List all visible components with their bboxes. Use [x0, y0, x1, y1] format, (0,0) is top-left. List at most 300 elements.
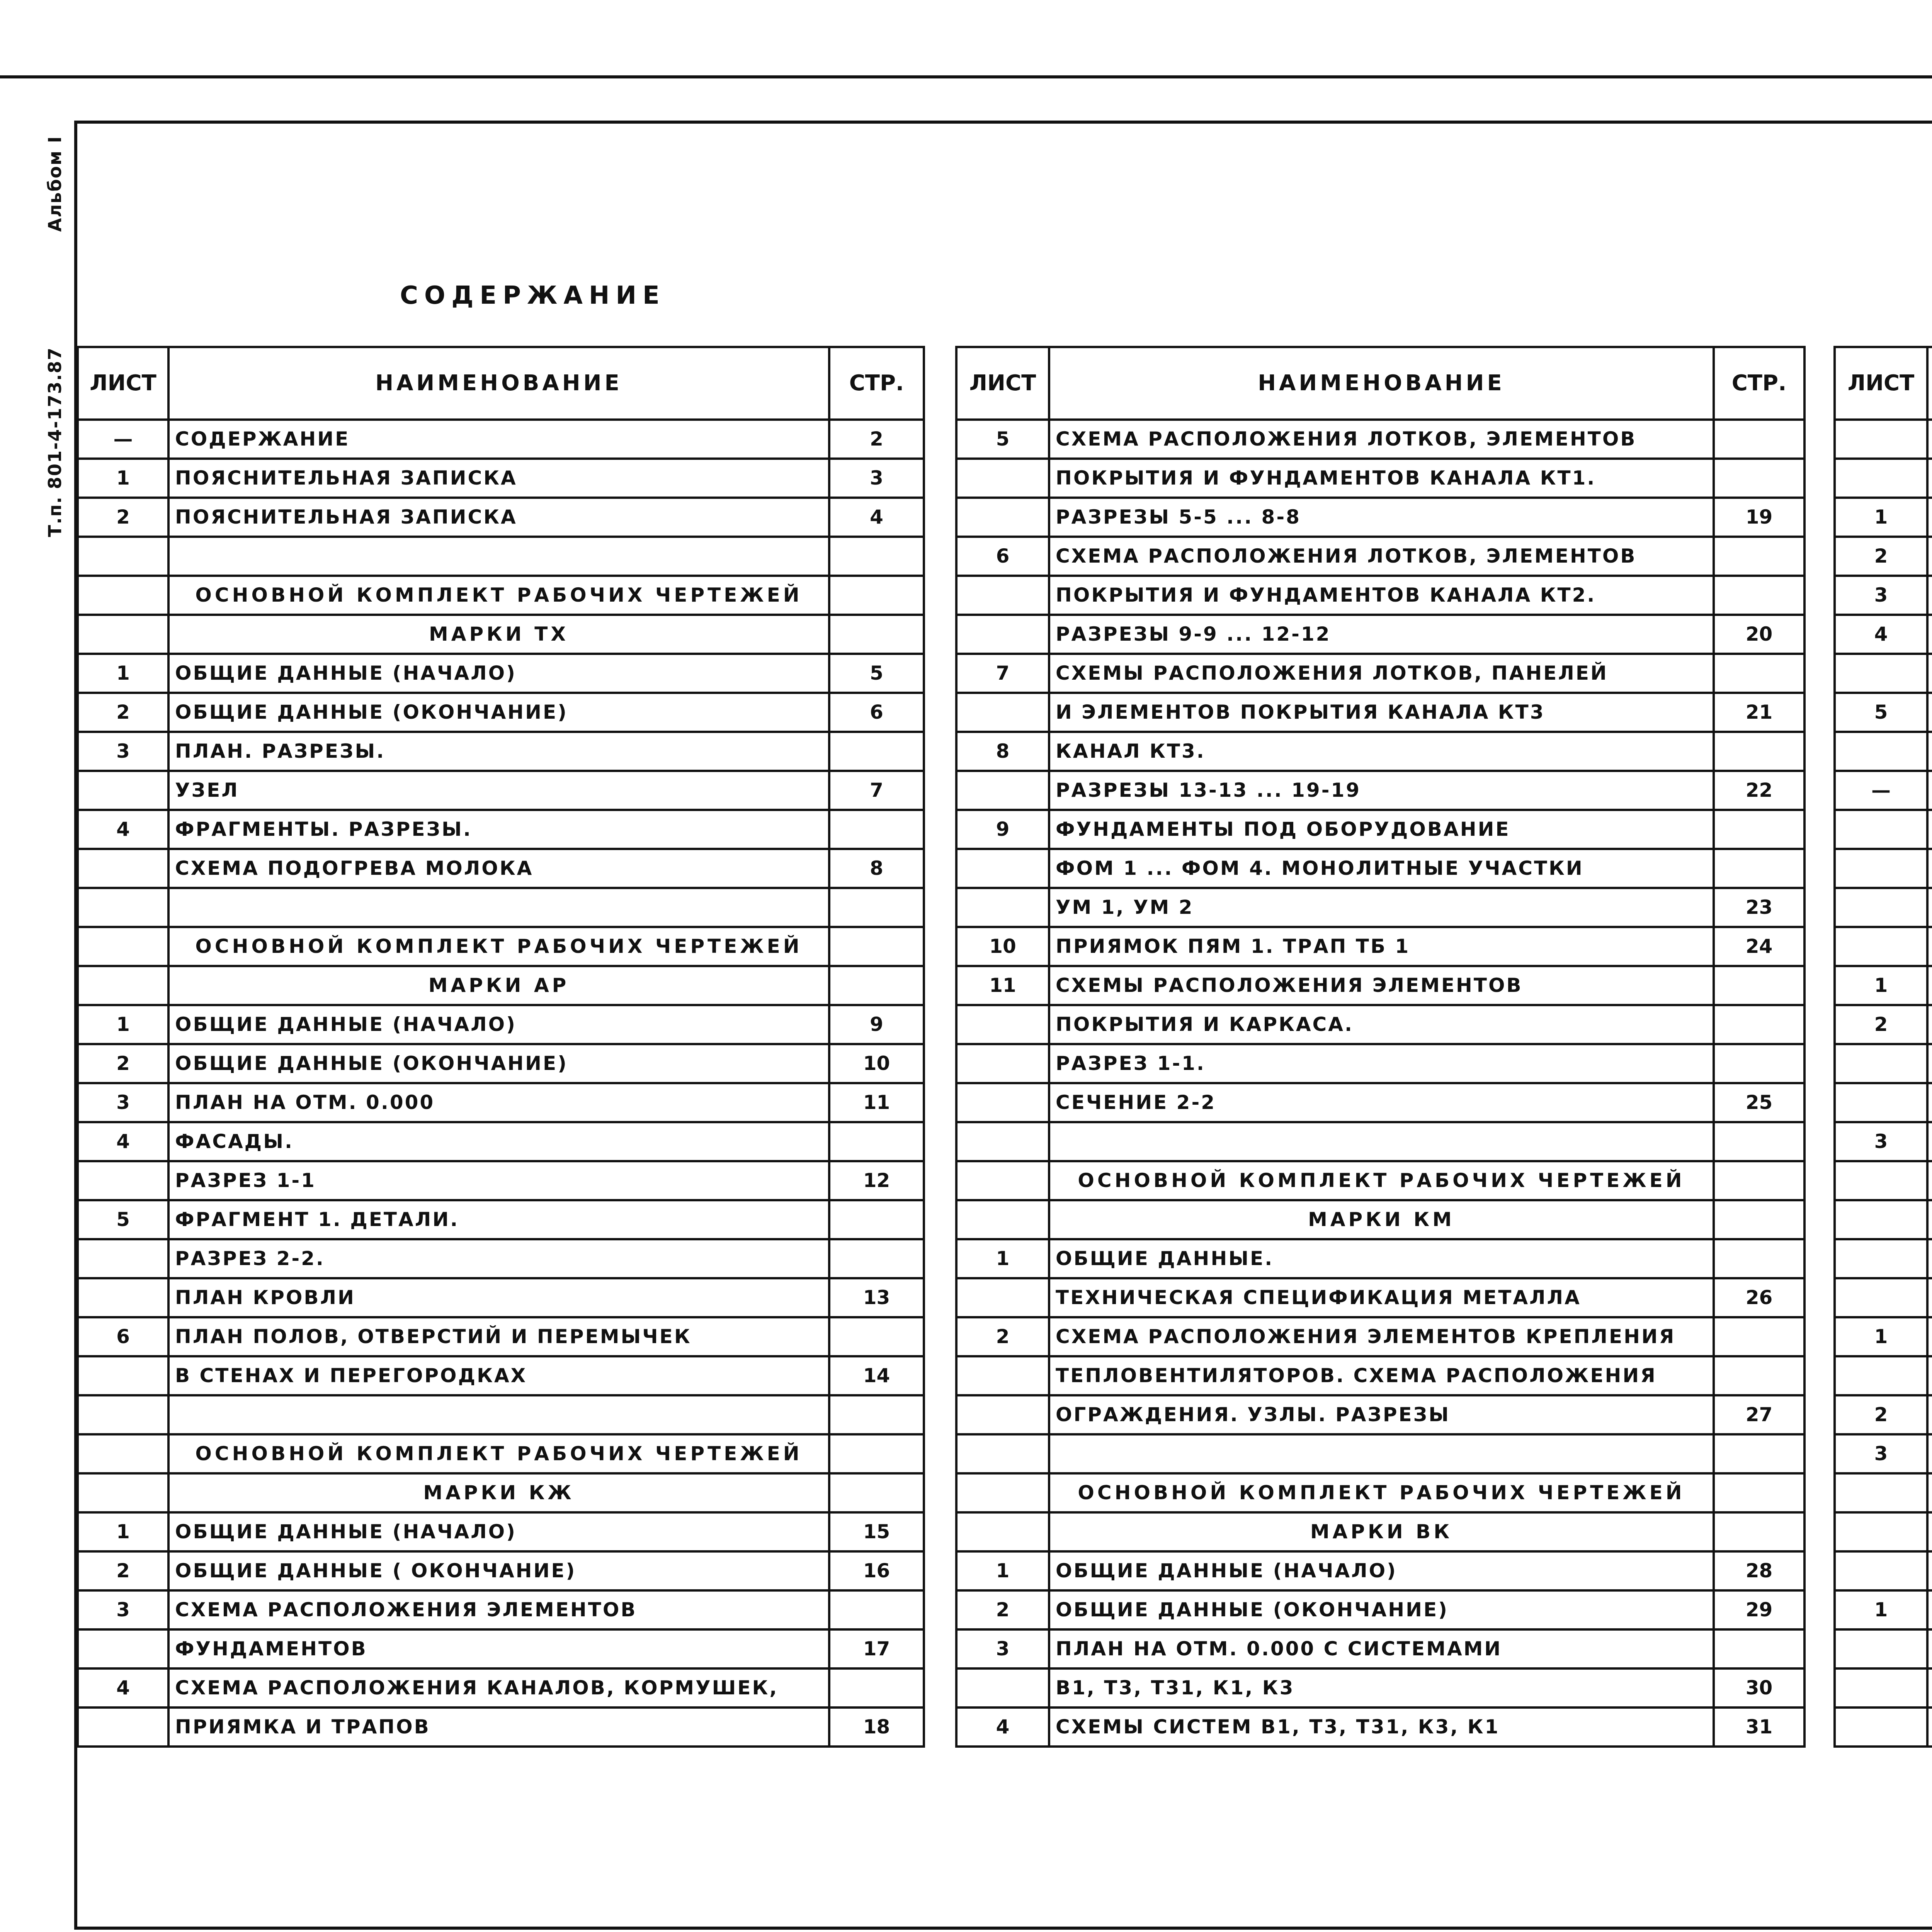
- page-number-cell: 11: [829, 1083, 924, 1122]
- name-cell: ОБЩИЕ ДАННЫЕ (ОКОНЧАНИЕ): [168, 693, 829, 732]
- table-row: [1835, 1200, 1932, 1239]
- page-number-cell: [829, 1473, 924, 1512]
- section-title-cell: МАРКИ АР: [168, 966, 829, 1005]
- sheet-number-cell: [78, 1629, 168, 1668]
- sheet-number-cell: 4: [78, 1668, 168, 1708]
- sheet-number-cell: [78, 1161, 168, 1200]
- name-cell: [1927, 1434, 1932, 1473]
- sheet-number-cell: 4: [78, 810, 168, 849]
- name-cell: ФАСАДЫ.: [168, 1122, 829, 1161]
- sheet-number-cell: [1835, 1161, 1927, 1200]
- section-title-cell: [1927, 927, 1932, 966]
- sheet-number-cell: [78, 1278, 168, 1317]
- section-title-cell: [1927, 420, 1932, 459]
- page-number-cell: 27: [1714, 1395, 1804, 1434]
- sheet-number-cell: [956, 1473, 1049, 1512]
- section-heading-row: [1835, 1278, 1932, 1317]
- name-cell: СХЕМЫ РАСПОЛОЖЕНИЯ ЭЛЕМЕНТОВ: [1049, 966, 1714, 1005]
- sheet-number-cell: [956, 1083, 1049, 1122]
- section-heading-row: [956, 1200, 1804, 1239]
- sheet-number-cell: 1: [956, 1239, 1049, 1278]
- name-cell: ТЕХНИЧЕСКАЯ СПЕЦИФИКАЦИЯ МЕТАЛЛА: [1049, 1278, 1714, 1317]
- sheet-number-cell: [1835, 849, 1927, 888]
- table-row: [1835, 1434, 1932, 1473]
- sheet-number-cell: 8: [956, 732, 1049, 771]
- section-heading-row: [78, 927, 924, 966]
- name-cell: ПЛАН НА ОТМ. 0.000 С СИСТЕМАМИ: [1049, 1629, 1714, 1668]
- sheet-number-cell: 3: [1835, 576, 1927, 615]
- table-row: [1835, 498, 1932, 537]
- sheet-number-cell: [956, 459, 1049, 498]
- sheet-number-cell: 3: [1835, 1122, 1927, 1161]
- sheet-number-cell: [956, 1356, 1049, 1395]
- name-cell: ФРАГМЕНТЫ. РАЗРЕЗЫ.: [168, 810, 829, 849]
- sheet-number-cell: [956, 1005, 1049, 1044]
- contents-table-middle: [955, 346, 1806, 1748]
- top-border-line: [0, 75, 1932, 78]
- sheet-number-cell: [78, 966, 168, 1005]
- page-number-cell: [1714, 732, 1804, 771]
- name-cell: РАЗРЕЗ 2-2.: [168, 1239, 829, 1278]
- page-number-cell: [1714, 1200, 1804, 1239]
- table-row: [78, 1629, 924, 1668]
- name-cell: [1927, 771, 1932, 810]
- page-number-cell: [829, 732, 924, 771]
- name-cell: ПОКРЫТИЯ И ФУНДАМЕНТОВ КАНАЛА КТ1.: [1049, 459, 1714, 498]
- table-row: [956, 1395, 1804, 1434]
- table-row: [956, 420, 1804, 459]
- page-number-cell: [829, 927, 924, 966]
- sheet-number-cell: [1835, 732, 1927, 771]
- table-row: [1835, 732, 1932, 771]
- name-cell: СХЕМЫ СИСТЕМ В1, Т3, Т31, К3, К1: [1049, 1708, 1714, 1747]
- name-cell: ПРИЯМОК ПЯМ 1. ТРАП ТБ 1: [1049, 927, 1714, 966]
- sheet-number-cell: 3: [78, 1083, 168, 1122]
- table-row: [78, 810, 924, 849]
- header-sheet: ЛИСТ: [1835, 347, 1927, 420]
- section-title-cell: ОСНОВНОЙ КОМПЛЕКТ РАБОЧИХ ЧЕРТЕЖЕЙ: [168, 1434, 829, 1473]
- sheet-number-cell: 7: [956, 654, 1049, 693]
- table-row: [1835, 1708, 1932, 1747]
- table-row: [1835, 1317, 1932, 1356]
- sheet-number-cell: [956, 1200, 1049, 1239]
- name-cell: РАЗРЕЗ 1-1: [168, 1161, 829, 1200]
- name-cell: ОБЩИЕ ДАННЫЕ.: [1049, 1239, 1714, 1278]
- table-row: [956, 732, 1804, 771]
- section-title-cell: [1927, 1512, 1932, 1551]
- name-cell: [1927, 1629, 1932, 1668]
- name-cell: ОБЩИЕ ДАННЫЕ (НАЧАЛО): [168, 1512, 829, 1551]
- section-heading-row: [1835, 1239, 1932, 1278]
- table-row: [1835, 537, 1932, 576]
- table-row: [78, 888, 924, 927]
- table-row: [78, 1200, 924, 1239]
- sheet-number-cell: [956, 771, 1049, 810]
- table-row: [1835, 1590, 1932, 1629]
- name-cell: СХЕМА РАСПОЛОЖЕНИЯ ЭЛЕМЕНТОВ: [168, 1590, 829, 1629]
- table-row: [78, 1668, 924, 1708]
- table-row: [1835, 1395, 1932, 1434]
- sheet-number-cell: 4: [956, 1708, 1049, 1747]
- table-row: [1835, 1122, 1932, 1161]
- sheet-number-cell: 3: [956, 1629, 1049, 1668]
- page-number-cell: 13: [829, 1278, 924, 1317]
- table-row: [78, 732, 924, 771]
- name-cell: РАЗРЕЗЫ 9-9 ... 12-12: [1049, 615, 1714, 654]
- name-cell: [1927, 1473, 1932, 1512]
- table-row: [78, 1278, 924, 1317]
- table-row: [1835, 1668, 1932, 1708]
- page-number-cell: [1714, 1122, 1804, 1161]
- sheet-number-cell: [1835, 654, 1927, 693]
- table-row: [956, 771, 1804, 810]
- table-row: [956, 1005, 1804, 1044]
- name-cell: СХЕМА РАСПОЛОЖЕНИЯ ЭЛЕМЕНТОВ КРЕПЛЕНИЯ: [1049, 1317, 1714, 1356]
- name-cell: ПОЯСНИТЕЛЬНАЯ ЗАПИСКА: [168, 498, 829, 537]
- sheet-number-cell: [956, 1044, 1049, 1083]
- sheet-number-cell: [1835, 1708, 1927, 1747]
- table-row: [956, 1239, 1804, 1278]
- sheet-number-cell: 10: [956, 927, 1049, 966]
- name-cell: [1927, 693, 1932, 732]
- sheet-number-cell: [956, 1161, 1049, 1200]
- name-cell: ПОЯСНИТЕЛЬНАЯ ЗАПИСКА: [168, 459, 829, 498]
- page-number-cell: [1714, 654, 1804, 693]
- section-heading-row: [78, 576, 924, 615]
- table-row: [956, 1044, 1804, 1083]
- sheet-number-cell: [956, 1668, 1049, 1708]
- sheet-number-cell: 1: [78, 654, 168, 693]
- sheet-number-cell: [78, 615, 168, 654]
- name-cell: И ЭЛЕМЕНТОВ ПОКРЫТИЯ КАНАЛА КТ3: [1049, 693, 1714, 732]
- sheet-number-cell: 1: [78, 459, 168, 498]
- table-row: [1835, 615, 1932, 654]
- name-cell: ОБЩИЕ ДАННЫЕ (НАЧАЛО): [168, 1005, 829, 1044]
- page-number-cell: [1714, 1629, 1804, 1668]
- name-cell: [1927, 615, 1932, 654]
- name-cell: ПОКРЫТИЯ И КАРКАСА.: [1049, 1005, 1714, 1044]
- sheet-number-cell: [1835, 1200, 1927, 1239]
- table-row: [956, 927, 1804, 966]
- sheet-number-cell: [1835, 1629, 1927, 1668]
- table-row: [78, 1708, 924, 1747]
- table-row: [1835, 1473, 1932, 1512]
- section-heading-row: [956, 1512, 1804, 1551]
- table-row: [956, 1083, 1804, 1122]
- sheet-number-cell: 2: [956, 1590, 1049, 1629]
- album-label: Альбом I: [44, 136, 65, 232]
- table-row: [78, 1005, 924, 1044]
- table-row: [956, 1122, 1804, 1161]
- name-cell: [1927, 1083, 1932, 1122]
- table-row: [1835, 576, 1932, 615]
- section-title-cell: [1927, 1278, 1932, 1317]
- name-cell: [1927, 1200, 1932, 1239]
- table-row: [78, 1551, 924, 1590]
- table-row: [78, 693, 924, 732]
- sheet-number-cell: 5: [78, 1200, 168, 1239]
- sheet-number-cell: [956, 498, 1049, 537]
- sheet-number-cell: 3: [1835, 1434, 1927, 1473]
- sheet-number-cell: [78, 576, 168, 615]
- sheet-number-cell: [956, 1278, 1049, 1317]
- sheet-number-cell: [1835, 810, 1927, 849]
- name-cell: [1927, 1356, 1932, 1395]
- section-heading-row: [1835, 888, 1932, 927]
- page-number-cell: [829, 1239, 924, 1278]
- table-row: [1835, 654, 1932, 693]
- table-row: [1835, 966, 1932, 1005]
- sheet-number-cell: 4: [1835, 615, 1927, 654]
- page-number-cell: 2: [829, 420, 924, 459]
- header-page: СТР.: [829, 347, 924, 420]
- sheet-number-cell: 2: [78, 1551, 168, 1590]
- sheet-number-cell: 2: [78, 1044, 168, 1083]
- page-number-cell: 22: [1714, 771, 1804, 810]
- page-number-cell: [1714, 537, 1804, 576]
- sheet-number-cell: [78, 1473, 168, 1512]
- sheet-number-cell: [78, 888, 168, 927]
- page-number-cell: [829, 1317, 924, 1356]
- table-row: [956, 1356, 1804, 1395]
- table-row: [1835, 693, 1932, 732]
- header-page: СТР.: [1714, 347, 1804, 420]
- header-name: НАИМЕНОВАНИЕ: [168, 347, 829, 420]
- name-cell: ОБЩИЕ ДАННЫЕ (ОКОНЧАНИЕ): [168, 1044, 829, 1083]
- name-cell: [1927, 732, 1932, 771]
- page-number-cell: 17: [829, 1629, 924, 1668]
- section-title-cell: ОСНОВНОЙ КОМПЛЕКТ РАБОЧИХ ЧЕРТЕЖЕЙ: [168, 576, 829, 615]
- sheet-number-cell: [1835, 1083, 1927, 1122]
- sheet-number-cell: [956, 1395, 1049, 1434]
- table-row: [78, 1161, 924, 1200]
- page-number-cell: [1714, 966, 1804, 1005]
- name-cell: В1, Т3, Т31, К1, К3: [1049, 1668, 1714, 1708]
- name-cell: [1927, 1668, 1932, 1708]
- page-number-cell: 6: [829, 693, 924, 732]
- table-row: [78, 1590, 924, 1629]
- name-cell: [1927, 966, 1932, 1005]
- table-row: [956, 1551, 1804, 1590]
- name-cell: [1927, 1317, 1932, 1356]
- table-row: [78, 1512, 924, 1551]
- table-row: [956, 498, 1804, 537]
- page-number-cell: [829, 810, 924, 849]
- sheet-number-cell: 3: [78, 1590, 168, 1629]
- sheet-number-cell: [1835, 888, 1927, 927]
- sheet-number-cell: 4: [78, 1122, 168, 1161]
- sheet-number-cell: 2: [1835, 537, 1927, 576]
- page-number-cell: 26: [1714, 1278, 1804, 1317]
- table-row: [78, 1317, 924, 1356]
- name-cell: [1927, 576, 1932, 615]
- page-number-cell: 30: [1714, 1668, 1804, 1708]
- sheet-number-cell: 5: [1835, 693, 1927, 732]
- sheet-number-cell: 6: [78, 1317, 168, 1356]
- page-number-cell: 25: [1714, 1083, 1804, 1122]
- sheet-number-cell: [78, 1239, 168, 1278]
- table-row: [78, 1122, 924, 1161]
- sheet-number-cell: [78, 849, 168, 888]
- table-row: [956, 693, 1804, 732]
- name-cell: КАНАЛ КТ3.: [1049, 732, 1714, 771]
- table-row: [956, 1668, 1804, 1708]
- name-cell: СЕЧЕНИЕ 2-2: [1049, 1083, 1714, 1122]
- sheet-number-cell: 1: [1835, 498, 1927, 537]
- page-number-cell: 16: [829, 1551, 924, 1590]
- table-row: [956, 1434, 1804, 1473]
- section-heading-row: [1835, 1551, 1932, 1590]
- name-cell: [1927, 1005, 1932, 1044]
- name-cell: ПОКРЫТИЯ И ФУНДАМЕНТОВ КАНАЛА КТ2.: [1049, 576, 1714, 615]
- section-title-cell: ОСНОВНОЙ КОМПЛЕКТ РАБОЧИХ ЧЕРТЕЖЕЙ: [1049, 1161, 1714, 1200]
- page-number-cell: 3: [829, 459, 924, 498]
- section-title-cell: МАРКИ КЖ: [168, 1473, 829, 1512]
- sheet-number-cell: [78, 927, 168, 966]
- sheet-number-cell: 2: [1835, 1005, 1927, 1044]
- page-number-cell: [1714, 1473, 1804, 1512]
- sheet-number-cell: 2: [78, 693, 168, 732]
- table-row: [1835, 1356, 1932, 1395]
- page-number-cell: 4: [829, 498, 924, 537]
- section-heading-row: [956, 1473, 1804, 1512]
- sheet-number-cell: 1: [78, 1005, 168, 1044]
- contents-table-right: [1833, 346, 1932, 1748]
- name-cell: [1049, 1434, 1714, 1473]
- name-cell: ОБЩИЕ ДАННЫЕ (ОКОНЧАНИЕ): [1049, 1590, 1714, 1629]
- page-number-cell: [1714, 576, 1804, 615]
- sheet-number-cell: 1: [1835, 966, 1927, 1005]
- name-cell: [1049, 1122, 1714, 1161]
- section-title-cell: МАРКИ ТХ: [168, 615, 829, 654]
- name-cell: ФРАГМЕНТ 1. ДЕТАЛИ.: [168, 1200, 829, 1239]
- sheet-number-cell: 1: [1835, 1590, 1927, 1629]
- name-cell: УЗЕЛ: [168, 771, 829, 810]
- sheet-number-cell: [1835, 927, 1927, 966]
- name-cell: СХЕМА РАСПОЛОЖЕНИЯ ЛОТКОВ, ЭЛЕМЕНТОВ: [1049, 420, 1714, 459]
- sheet-number-cell: [78, 1395, 168, 1434]
- table-row: [78, 498, 924, 537]
- section-title-cell: МАРКИ ВК: [1049, 1512, 1714, 1551]
- name-cell: [1927, 654, 1932, 693]
- name-cell: ПЛАН. РАЗРЕЗЫ.: [168, 732, 829, 771]
- page-number-cell: [829, 1122, 924, 1161]
- page-number-cell: 12: [829, 1161, 924, 1200]
- name-cell: [1927, 810, 1932, 849]
- header-sheet: ЛИСТ: [78, 347, 168, 420]
- page-number-cell: [1714, 1239, 1804, 1278]
- page-number-cell: 18: [829, 1708, 924, 1747]
- table-row: [78, 654, 924, 693]
- page-number-cell: 31: [1714, 1708, 1804, 1747]
- name-cell: [1927, 849, 1932, 888]
- page-number-cell: [829, 1434, 924, 1473]
- table-row: [956, 576, 1804, 615]
- page-number-cell: [829, 1590, 924, 1629]
- sheet-number-cell: —: [1835, 771, 1927, 810]
- section-title-cell: [1927, 459, 1932, 498]
- name-cell: УМ 1, УМ 2: [1049, 888, 1714, 927]
- name-cell: ТЕПЛОВЕНТИЛЯТОРОВ. СХЕМА РАСПОЛОЖЕНИЯ: [1049, 1356, 1714, 1395]
- page-number-cell: [829, 966, 924, 1005]
- name-cell: ПЛАН ПОЛОВ, ОТВЕРСТИЙ И ПЕРЕМЫЧЕК: [168, 1317, 829, 1356]
- sheet-number-cell: [78, 1434, 168, 1473]
- page-number-cell: [829, 1668, 924, 1708]
- table-row: [1835, 1161, 1932, 1200]
- page-number-cell: 8: [829, 849, 924, 888]
- page-number-cell: [1714, 1317, 1804, 1356]
- sheet-number-cell: [1835, 1551, 1927, 1590]
- table-row: [956, 654, 1804, 693]
- table-row: [78, 849, 924, 888]
- name-cell: ПЛАН КРОВЛИ: [168, 1278, 829, 1317]
- sheet-number-cell: 2: [78, 498, 168, 537]
- table-row: [78, 1239, 924, 1278]
- page-number-cell: [1714, 1356, 1804, 1395]
- page-number-cell: [1714, 849, 1804, 888]
- table-row: [956, 459, 1804, 498]
- name-cell: [1927, 498, 1932, 537]
- page-number-cell: [1714, 459, 1804, 498]
- table-row: [1835, 849, 1932, 888]
- sheet-number-cell: 2: [1835, 1395, 1927, 1434]
- sheet-number-cell: [956, 849, 1049, 888]
- page-number-cell: 19: [1714, 498, 1804, 537]
- section-title-cell: [1927, 1551, 1932, 1590]
- page-number-cell: [829, 1395, 924, 1434]
- name-cell: ОГРАЖДЕНИЯ. УЗЛЫ. РАЗРЕЗЫ: [1049, 1395, 1714, 1434]
- name-cell: [168, 537, 829, 576]
- contents-table-left: [77, 346, 925, 1748]
- sheet-number-cell: —: [78, 420, 168, 459]
- page-number-cell: [829, 888, 924, 927]
- name-cell: ФУНДАМЕНТЫ ПОД ОБОРУДОВАНИЕ: [1049, 810, 1714, 849]
- name-cell: [1927, 1590, 1932, 1629]
- sheet-number-cell: [78, 1708, 168, 1747]
- section-title-cell: ОСНОВНОЙ КОМПЛЕКТ РАБОЧИХ ЧЕРТЕЖЕЙ: [168, 927, 829, 966]
- table-row: [78, 1356, 924, 1395]
- section-title-cell: ОСНОВНОЙ КОМПЛЕКТ РАБОЧИХ ЧЕРТЕЖЕЙ: [1049, 1473, 1714, 1512]
- sheet-number-cell: [1835, 1356, 1927, 1395]
- name-cell: [1927, 537, 1932, 576]
- table-row: [956, 1629, 1804, 1668]
- section-heading-row: [78, 1473, 924, 1512]
- table-row: [1835, 1044, 1932, 1083]
- name-cell: [1927, 1122, 1932, 1161]
- section-title-cell: [1927, 1239, 1932, 1278]
- sheet-number-cell: [78, 771, 168, 810]
- sheet-number-cell: 3: [78, 732, 168, 771]
- sheet-number-cell: [78, 1356, 168, 1395]
- page-number-cell: [1714, 1434, 1804, 1473]
- sheet-number-cell: [956, 1512, 1049, 1551]
- name-cell: ОБЩИЕ ДАННЫЕ (НАЧАЛО): [168, 654, 829, 693]
- page-number-cell: 15: [829, 1512, 924, 1551]
- sheet-number-cell: [956, 615, 1049, 654]
- sheet-number-cell: [1835, 459, 1927, 498]
- name-cell: В СТЕНАХ И ПЕРЕГОРОДКАХ: [168, 1356, 829, 1395]
- table-row: [1835, 771, 1932, 810]
- section-heading-row: [78, 966, 924, 1005]
- name-cell: ПРИЯМКА И ТРАПОВ: [168, 1708, 829, 1747]
- sheet-number-cell: [956, 1122, 1049, 1161]
- table-row: [78, 771, 924, 810]
- sheet-number-cell: [956, 1434, 1049, 1473]
- page-number-cell: 10: [829, 1044, 924, 1083]
- table-row: [78, 420, 924, 459]
- sheet-number-cell: [956, 888, 1049, 927]
- table-row: [78, 1044, 924, 1083]
